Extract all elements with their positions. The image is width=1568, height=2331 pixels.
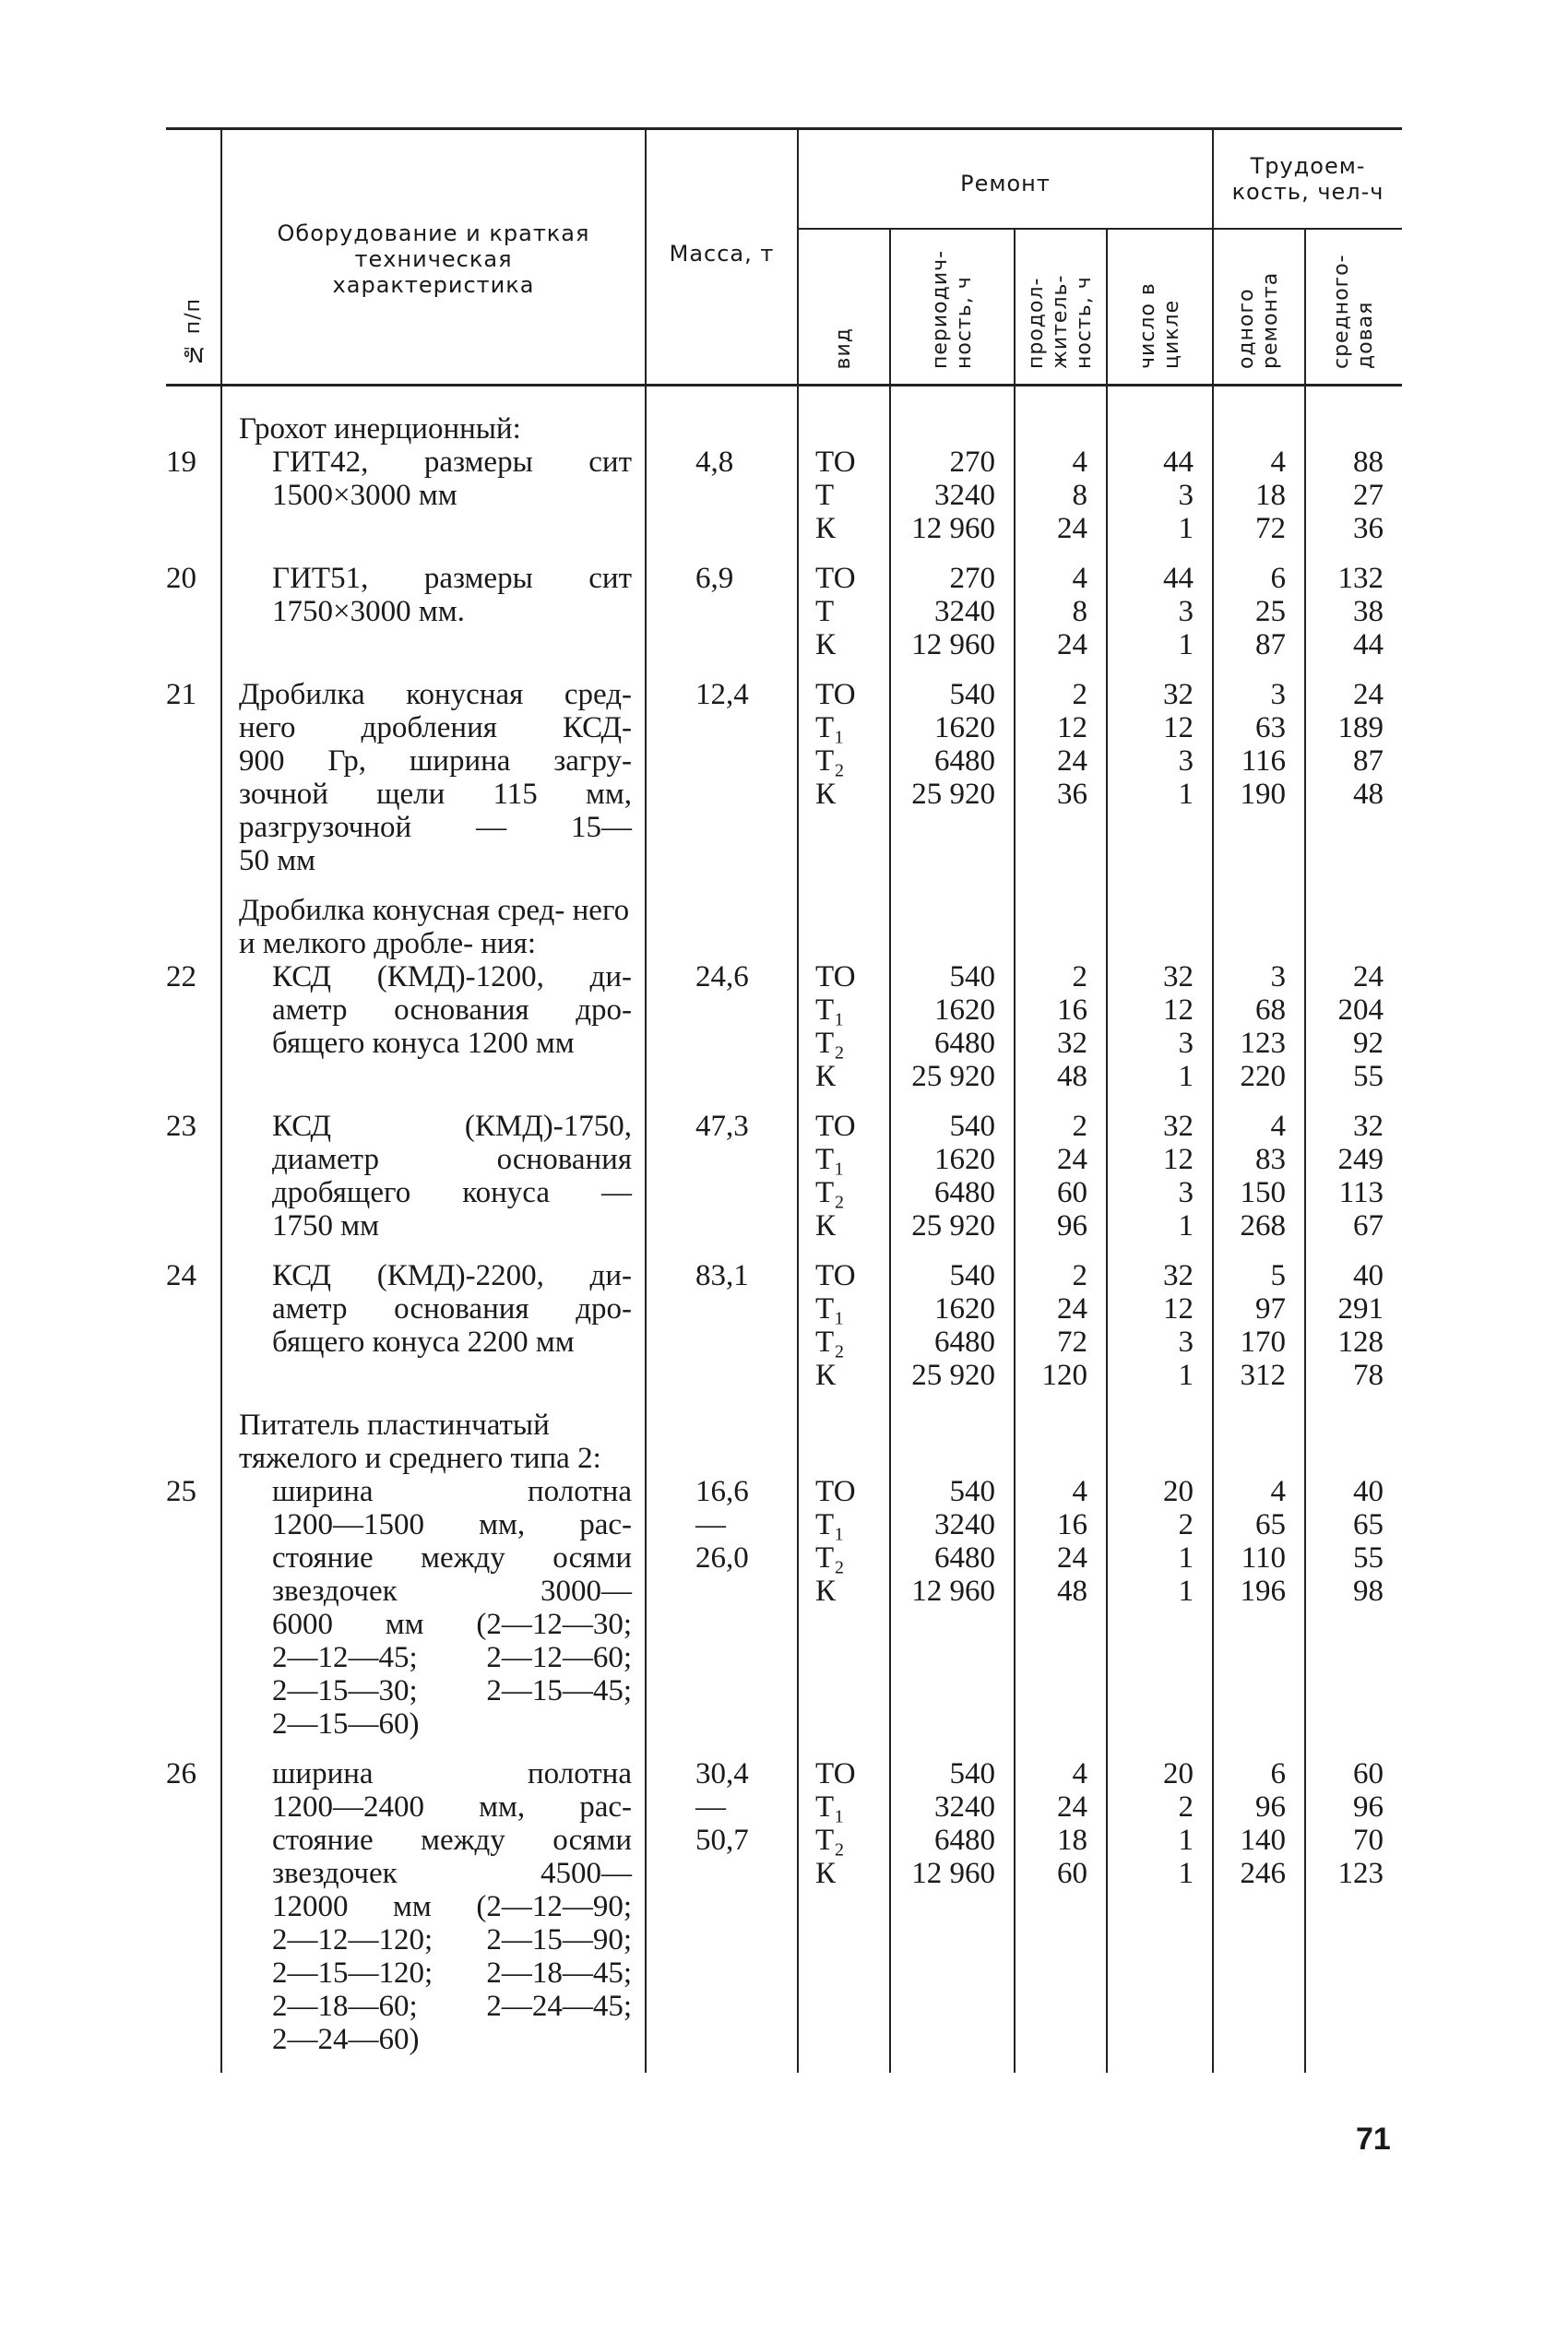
description-line: 2—15—60) — [272, 1707, 420, 1741]
group-title-row — [166, 894, 1402, 960]
count-in-cycle: 1 — [1178, 512, 1194, 545]
duration: 24 — [1057, 628, 1087, 661]
duration: 16 — [1057, 993, 1087, 1027]
repair-type: ТО — [815, 562, 856, 595]
repair-type: ТО — [815, 1475, 856, 1508]
labor-average: 123 — [1337, 1857, 1384, 1890]
labor-average: 92 — [1353, 1027, 1384, 1060]
count-in-cycle: 2 — [1178, 1508, 1194, 1541]
period: 3240 — [934, 1508, 995, 1541]
duration: 18 — [1057, 1824, 1087, 1857]
header-mass: Масса, т — [646, 129, 798, 386]
duration: 2 — [1072, 678, 1087, 711]
labor-average: 70 — [1353, 1824, 1384, 1857]
repair-type: Т₂ — [815, 1176, 845, 1209]
labor-one: 196 — [1240, 1575, 1287, 1608]
group-title: Дробилка конусная сред- него и мелкого дробле- ния: — [239, 894, 630, 960]
duration: 24 — [1057, 1292, 1087, 1326]
group-title-row — [166, 1409, 1402, 1475]
row-number: 21 — [166, 678, 196, 711]
description-line: разгрузочной — 15— — [239, 811, 632, 844]
table-row — [166, 1475, 1402, 1741]
labor-one: 83 — [1255, 1143, 1287, 1176]
period: 270 — [949, 562, 995, 595]
duration: 32 — [1057, 1027, 1087, 1060]
repair-type: Т₁ — [815, 993, 845, 1027]
count-in-cycle: 3 — [1178, 744, 1194, 778]
labor-one: 3 — [1270, 678, 1287, 711]
labor-average: 32 — [1353, 1110, 1384, 1143]
count-in-cycle: 20 — [1163, 1475, 1194, 1508]
labor-one: 3 — [1270, 960, 1287, 993]
labor-average: 24 — [1353, 678, 1384, 711]
labor-average: 132 — [1337, 562, 1384, 595]
period: 270 — [949, 446, 995, 479]
repair-type: К — [815, 1359, 837, 1392]
equipment-description — [221, 446, 646, 545]
period: 1620 — [934, 993, 995, 1027]
description-line: 900 Гр, ширина загру- — [239, 744, 632, 778]
description-line: него дробления КСД- — [239, 711, 632, 744]
labor-average: 128 — [1337, 1326, 1384, 1359]
repair-type: К — [815, 512, 837, 545]
labor-one: 87 — [1255, 628, 1287, 661]
duration: 8 — [1072, 479, 1087, 512]
period: 1620 — [934, 1292, 995, 1326]
equipment-description — [221, 678, 646, 877]
count-in-cycle: 1 — [1178, 1857, 1194, 1890]
repair-type: К — [815, 1209, 837, 1243]
period: 540 — [949, 678, 995, 711]
description-line: ширина полотна — [272, 1475, 632, 1508]
period: 25 920 — [911, 1060, 995, 1093]
repair-type: ТО — [815, 678, 856, 711]
labor-average: 44 — [1353, 628, 1384, 661]
period: 25 920 — [911, 1209, 995, 1243]
repair-type: К — [815, 778, 837, 811]
mass-value: 83,1 — [695, 1259, 749, 1292]
description-line: 1200—1500 мм, рас- — [272, 1508, 632, 1541]
description-line: ГИТ42, размеры сит — [272, 446, 632, 479]
equipment-description — [221, 1757, 646, 2056]
period: 3240 — [934, 1790, 995, 1824]
header-one-repair: одного ремонта — [1213, 229, 1305, 386]
table-body — [166, 386, 1402, 2074]
equipment-description — [221, 1475, 646, 1741]
description-line: стояние между осями — [272, 1824, 632, 1857]
table-row — [166, 960, 1402, 1093]
labor-average: 78 — [1353, 1359, 1384, 1392]
description-line: зочной щели 115 мм, — [239, 778, 632, 811]
table-row — [166, 1259, 1402, 1392]
repair-type: ТО — [815, 446, 856, 479]
header-repair: Ремонт — [798, 129, 1213, 229]
labor-one: 140 — [1240, 1824, 1287, 1857]
header-average: средного- довая — [1305, 229, 1402, 386]
count-in-cycle: 44 — [1163, 446, 1194, 479]
period: 6480 — [934, 744, 995, 778]
duration: 24 — [1057, 744, 1087, 778]
period: 540 — [949, 1475, 995, 1508]
duration: 24 — [1057, 1143, 1087, 1176]
labor-one: 97 — [1255, 1292, 1287, 1326]
description-line: диаметр основания — [272, 1143, 632, 1176]
count-in-cycle: 12 — [1163, 711, 1194, 744]
count-in-cycle: 1 — [1178, 1209, 1194, 1243]
duration: 24 — [1057, 512, 1087, 545]
description-line: ГИТ51, размеры сит — [272, 562, 632, 595]
table-row — [166, 1110, 1402, 1243]
labor-average: 189 — [1337, 711, 1384, 744]
duration: 4 — [1072, 562, 1087, 595]
row-number: 19 — [166, 446, 196, 479]
labor-average: 291 — [1337, 1292, 1384, 1326]
duration: 4 — [1072, 446, 1087, 479]
labor-one: 6 — [1270, 562, 1287, 595]
count-in-cycle: 1 — [1178, 1359, 1194, 1392]
repair-type: Т₂ — [815, 1326, 845, 1359]
duration: 48 — [1057, 1060, 1087, 1093]
equipment-description — [221, 562, 646, 661]
labor-one: 65 — [1255, 1508, 1287, 1541]
labor-one: 18 — [1255, 479, 1287, 512]
mass-value: 16,6— 26,0 — [695, 1475, 749, 1575]
duration: 96 — [1057, 1209, 1087, 1243]
labor-average: 60 — [1353, 1757, 1384, 1790]
labor-average: 88 — [1353, 446, 1384, 479]
repair-type: Т₁ — [815, 1143, 845, 1176]
labor-average: 38 — [1353, 595, 1384, 628]
count-in-cycle: 1 — [1178, 1060, 1194, 1093]
duration: 72 — [1057, 1326, 1087, 1359]
labor-one: 96 — [1255, 1790, 1287, 1824]
description-line: 50 мм — [239, 844, 316, 877]
description-line: стояние между осями — [272, 1541, 632, 1575]
labor-average: 249 — [1337, 1143, 1384, 1176]
duration: 60 — [1057, 1176, 1087, 1209]
header-period: периодич- ность, ч — [890, 229, 1015, 386]
count-in-cycle: 3 — [1178, 1027, 1194, 1060]
labor-one: 312 — [1240, 1359, 1287, 1392]
header-duration: продол- житель- ность, ч — [1015, 229, 1107, 386]
period: 540 — [949, 960, 995, 993]
repair-type: Т₁ — [815, 1790, 845, 1824]
labor-average: 67 — [1353, 1209, 1384, 1243]
description-line: 2—18—60; 2—24—45; — [272, 1990, 632, 2023]
repair-type: Т₂ — [815, 744, 845, 778]
description-line: КСД (КМД)-1750, — [272, 1110, 632, 1143]
row-number: 20 — [166, 562, 196, 595]
duration: 4 — [1072, 1757, 1087, 1790]
labor-average: 55 — [1353, 1541, 1384, 1575]
count-in-cycle: 1 — [1178, 1541, 1194, 1575]
description-line: звездочек 3000— — [272, 1575, 632, 1608]
repair-type: ТО — [815, 960, 856, 993]
table-row — [166, 562, 1402, 661]
period: 540 — [949, 1259, 995, 1292]
duration: 24 — [1057, 1790, 1087, 1824]
header-type: вид — [798, 229, 890, 386]
labor-one: 246 — [1240, 1857, 1287, 1890]
labor-average: 36 — [1353, 512, 1384, 545]
labor-one: 72 — [1255, 512, 1287, 545]
labor-average: 48 — [1353, 778, 1384, 811]
header-count: число в цикле — [1107, 229, 1213, 386]
duration: 48 — [1057, 1575, 1087, 1608]
period: 6480 — [934, 1027, 995, 1060]
duration: 24 — [1057, 1541, 1087, 1575]
repair-type: Т₂ — [815, 1541, 845, 1575]
labor-one: 25 — [1255, 595, 1287, 628]
description-line: 2—12—120; 2—15—90; — [272, 1923, 632, 1956]
count-in-cycle: 1 — [1178, 1824, 1194, 1857]
description-line: 2—15—120; 2—18—45; — [272, 1956, 632, 1990]
count-in-cycle: 3 — [1178, 595, 1194, 628]
labor-one: 190 — [1240, 778, 1287, 811]
period: 540 — [949, 1110, 995, 1143]
repair-type: Т₂ — [815, 1824, 845, 1857]
row-number: 25 — [166, 1475, 196, 1508]
repair-type: Т — [815, 595, 835, 628]
row-number: 23 — [166, 1110, 196, 1143]
description-line: 1750×3000 мм. — [272, 595, 465, 628]
labor-average: 96 — [1353, 1790, 1384, 1824]
group-title: Грохот инерционный: — [239, 412, 521, 446]
row-number: 22 — [166, 960, 196, 993]
labor-one: 116 — [1241, 744, 1287, 778]
count-in-cycle: 3 — [1178, 1176, 1194, 1209]
description-line: бящего конуса 1200 мм — [272, 1027, 575, 1060]
count-in-cycle: 1 — [1178, 1575, 1194, 1608]
count-in-cycle: 20 — [1163, 1757, 1194, 1790]
period: 1620 — [934, 711, 995, 744]
duration: 8 — [1072, 595, 1087, 628]
repair-type: К — [815, 1575, 837, 1608]
description-line: ширина полотна — [272, 1757, 632, 1790]
count-in-cycle: 2 — [1178, 1790, 1194, 1824]
count-in-cycle: 3 — [1178, 1326, 1194, 1359]
period: 1620 — [934, 1143, 995, 1176]
mass-value: 4,8 — [695, 446, 734, 479]
duration: 2 — [1072, 1259, 1087, 1292]
labor-average: 65 — [1353, 1508, 1384, 1541]
labor-one: 110 — [1241, 1541, 1287, 1575]
period: 540 — [949, 1757, 995, 1790]
count-in-cycle: 1 — [1178, 778, 1194, 811]
repair-type: К — [815, 1857, 837, 1890]
period: 25 920 — [911, 1359, 995, 1392]
labor-one: 68 — [1255, 993, 1287, 1027]
labor-one: 123 — [1240, 1027, 1287, 1060]
period: 6480 — [934, 1541, 995, 1575]
repair-type: К — [815, 1060, 837, 1093]
header-number: № п/п — [166, 129, 221, 386]
description-line: 6000 мм (2—12—30; — [272, 1608, 632, 1641]
labor-average: 27 — [1353, 479, 1384, 512]
description-line: 2—12—45; 2—12—60; — [272, 1641, 632, 1674]
page-number: 71 — [1356, 2122, 1391, 2157]
description-line: 2—24—60) — [272, 2023, 420, 2056]
description-line: КСД (КМД)-1200, ди- — [272, 960, 632, 993]
repair-type: Т₁ — [815, 711, 845, 744]
count-in-cycle: 12 — [1163, 1143, 1194, 1176]
group-title: Питатель пластинчатый тяжелого и среднего типа 2: — [239, 1409, 601, 1475]
row-number: 26 — [166, 1757, 196, 1790]
count-in-cycle: 3 — [1178, 479, 1194, 512]
labor-average: 87 — [1353, 744, 1384, 778]
table-row — [166, 1757, 1402, 2056]
labor-one: 6 — [1270, 1757, 1287, 1790]
description-line: КСД (КМД)-2200, ди- — [272, 1259, 632, 1292]
description-line: 12000 мм (2—12—90; — [272, 1890, 632, 1923]
description-line: 1200—2400 мм, рас- — [272, 1790, 632, 1824]
duration: 4 — [1072, 1475, 1087, 1508]
table-row — [166, 678, 1402, 877]
repair-type: Т₁ — [815, 1508, 845, 1541]
count-in-cycle: 12 — [1163, 1292, 1194, 1326]
period: 6480 — [934, 1824, 995, 1857]
labor-one: 5 — [1270, 1259, 1287, 1292]
description-line: звездочек 4500— — [272, 1857, 632, 1890]
description-line: 1750 мм — [272, 1209, 380, 1243]
mass-value: 12,4 — [695, 678, 749, 711]
labor-average: 98 — [1353, 1575, 1384, 1608]
repair-type: ТО — [815, 1757, 856, 1790]
labor-one: 170 — [1240, 1326, 1287, 1359]
labor-one: 220 — [1240, 1060, 1287, 1093]
labor-average: 55 — [1353, 1060, 1384, 1093]
period: 3240 — [934, 479, 995, 512]
period: 6480 — [934, 1326, 995, 1359]
labor-one: 150 — [1240, 1176, 1287, 1209]
labor-average: 40 — [1353, 1475, 1384, 1508]
equipment-description — [221, 960, 646, 1093]
description-line: аметр основания дро- — [272, 1292, 632, 1326]
description-line: 1500×3000 мм — [272, 479, 457, 512]
count-in-cycle: 32 — [1163, 678, 1194, 711]
equipment-description — [221, 1259, 646, 1392]
period: 12 960 — [911, 1857, 995, 1890]
labor-one: 4 — [1270, 1110, 1287, 1143]
group-title-row — [166, 412, 1402, 446]
mass-value: 47,3 — [695, 1110, 749, 1143]
mass-value: 30,4— 50,7 — [695, 1757, 749, 1857]
count-in-cycle: 44 — [1163, 562, 1194, 595]
duration: 60 — [1057, 1857, 1087, 1890]
equipment-description — [221, 1110, 646, 1243]
description-line: аметр основания дро- — [272, 993, 632, 1027]
repair-type: ТО — [815, 1110, 856, 1143]
repair-type: Т₁ — [815, 1292, 845, 1326]
duration: 12 — [1057, 711, 1087, 744]
duration: 16 — [1057, 1508, 1087, 1541]
row-number: 24 — [166, 1259, 196, 1292]
period: 6480 — [934, 1176, 995, 1209]
count-in-cycle: 12 — [1163, 993, 1194, 1027]
period: 12 960 — [911, 1575, 995, 1608]
labor-one: 268 — [1240, 1209, 1287, 1243]
labor-average: 113 — [1338, 1176, 1384, 1209]
period: 3240 — [934, 595, 995, 628]
mass-value: 24,6 — [695, 960, 749, 993]
duration: 36 — [1057, 778, 1087, 811]
duration: 2 — [1072, 960, 1087, 993]
repair-type: ТО — [815, 1259, 856, 1292]
labor-one: 4 — [1270, 1475, 1287, 1508]
count-in-cycle: 32 — [1163, 1110, 1194, 1143]
description-line: Дробилка конусная сред- — [239, 678, 632, 711]
count-in-cycle: 1 — [1178, 628, 1194, 661]
header-labor: Трудоем- кость, чел-ч — [1213, 129, 1402, 229]
repair-type: Т₂ — [815, 1027, 845, 1060]
description-line: 2—15—30; 2—15—45; — [272, 1674, 632, 1707]
repair-type: К — [815, 628, 837, 661]
period: 12 960 — [911, 512, 995, 545]
labor-one: 63 — [1255, 711, 1287, 744]
labor-average: 24 — [1353, 960, 1384, 993]
count-in-cycle: 32 — [1163, 1259, 1194, 1292]
labor-one: 4 — [1270, 446, 1287, 479]
labor-average: 204 — [1337, 993, 1384, 1027]
description-line: бящего конуса 2200 мм — [272, 1326, 575, 1359]
period: 25 920 — [911, 778, 995, 811]
table-row — [166, 446, 1402, 545]
period: 12 960 — [911, 628, 995, 661]
repair-type: Т — [815, 479, 835, 512]
duration: 120 — [1041, 1359, 1087, 1392]
duration: 2 — [1072, 1110, 1087, 1143]
mass-value: 6,9 — [695, 562, 734, 595]
header-equipment: Оборудование и краткая техническая характеристика — [221, 129, 646, 386]
count-in-cycle: 32 — [1163, 960, 1194, 993]
labor-average: 40 — [1353, 1259, 1384, 1292]
maintenance-table — [166, 127, 1402, 2073]
description-line: дробящего конуса — — [272, 1176, 632, 1209]
